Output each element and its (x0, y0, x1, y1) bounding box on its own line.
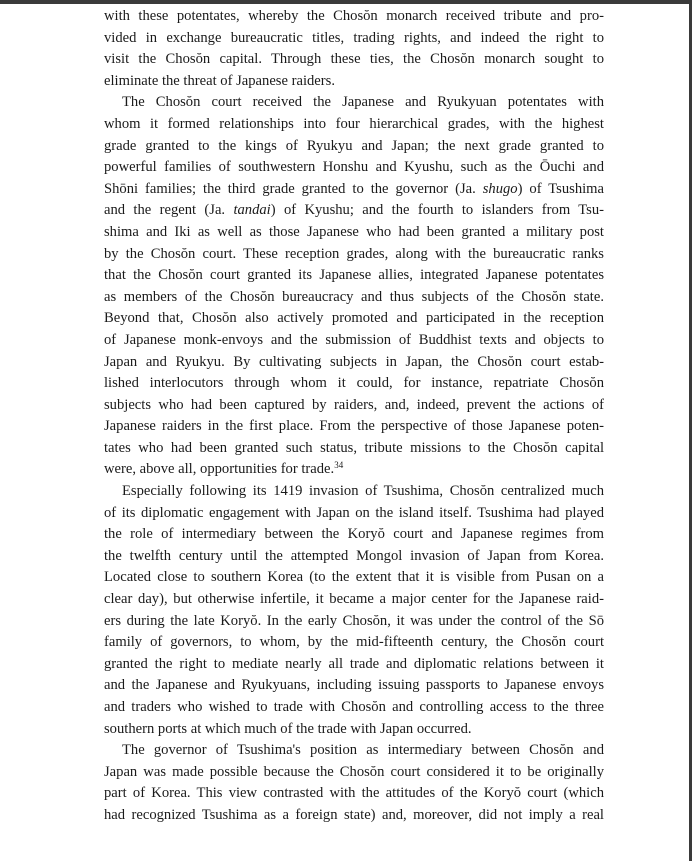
text-line: and the regent (Ja. tandai) of Kyushu; and the fourth to islanders from Tsu- (104, 202, 604, 219)
text-line: southern ports at which much of the trade with Japan occurred. (104, 720, 472, 737)
text-line: clear day), but otherwise infertile, it became a major center for the Japanese raid- (104, 591, 604, 608)
text-line: Japan and Ryukyu. By cultivating subjects in Japan, the Chosŏn court estab- (104, 353, 604, 370)
text-line: part of Korea. This view contrasted with the attitudes of the Koryŏ court (which (104, 785, 604, 802)
text-line: powerful families of southwestern Honshu and Kyushu, such as the Ōuchi and (104, 159, 604, 176)
text-line: that the Chosŏn court granted its Japanese allies, integrated Japanese potentates (104, 267, 604, 284)
text-line: subjects who had been captured by raiders, and, indeed, prevent the actions of (104, 396, 604, 413)
paragraph (104, 481, 604, 740)
text-line: tates who had been granted such status, tribute missions to the Chosŏn capital (104, 439, 604, 456)
text-line: Japan was made possible because the Chosŏn court considered it to be originally (104, 763, 604, 780)
page-body (104, 6, 604, 827)
text-line: Japanese raiders in the first place. From the perspective of those Japanese poten- (104, 418, 604, 435)
text-line: were, above all, opportunities for trade.$^{34}$ (104, 460, 344, 478)
text-line: of its diplomatic engagement with Japan on the island itself. Tsushima had played (104, 504, 604, 521)
text-line: family of governors, to whom, by the mid-fifteenth century, the Chosŏn court (104, 634, 604, 651)
viewer-top-border (0, 0, 692, 4)
text-line: Located close to southern Korea (to the extent that it is visible from Pusan on a (104, 569, 604, 586)
text-line: Shōni families; the third grade granted to the governor (Ja. shugo) of Tsushima (104, 180, 604, 197)
text-line: Beyond that, Chosŏn also actively promoted and participated in the reception (104, 310, 604, 327)
text-line: the twelfth century until the attempted Mongol invasion of Japan from Korea. (104, 547, 604, 564)
text-line: the role of intermediary between the Koryŏ court and Japanese regimes from (104, 526, 604, 543)
text-line: lished interlocutors through whom it could, for instance, repatriate Chosŏn (104, 375, 604, 392)
text-line: shima and Iki as well as those Japanese who had been granted a military post (104, 223, 604, 240)
text-line: by the Chosŏn court. These reception grades, along with the bureaucratic ranks (104, 245, 604, 262)
italic-term: tandai (233, 202, 271, 219)
paragraph (104, 740, 604, 826)
text-line: whom it formed relationships into four hierarchical grades, with the highest (104, 115, 604, 132)
text-line: Especially following its 1419 invasion of Tsushima, Chosŏn centralized much (122, 483, 604, 500)
text-line: had recognized Tsushima as a foreign state) and, moreover, did not imply a real (104, 806, 604, 823)
text-line: with these potentates, whereby the Chosŏn monarch received tribute and pro- (104, 8, 604, 24)
text-line: as members of the Chosŏn bureaucracy and thus subjects of the Chosŏn state. (104, 288, 604, 305)
paragraph (104, 92, 604, 481)
text-line: visit the Chosŏn capital. Through these ties, the Chosŏn monarch sought to (104, 51, 604, 68)
text-line: granted the right to mediate nearly all trade and diplomatic relations between it (104, 655, 604, 672)
text-line: eliminate the threat of Japanese raiders. (104, 72, 335, 89)
text-line: vided in exchange bureaucratic titles, trading rights, and indeed the right to (104, 29, 604, 46)
text-line: and traders who wished to trade with Chosŏn and controlling access to the three (104, 699, 604, 715)
text-line: ers during the late Koryŏ. In the early Chosŏn, it was under the control of the Sō (104, 612, 604, 629)
text-line: and the Japanese and Ryukyuans, including issuing passports to Japanese envoys (104, 677, 604, 694)
italic-term: shugo (482, 180, 518, 197)
text-line: The governor of Tsushima's position as intermediary between Chosŏn and (122, 742, 604, 759)
paragraph (104, 6, 604, 92)
text-line: grade granted to the kings of Ryukyu and Japan; the next grade granted to (104, 137, 604, 154)
text-line: of Japanese monk-envoys and the submission of Buddhist texts and objects to (104, 331, 604, 348)
footnote-marker[interactable]: 34 (334, 460, 344, 471)
text-line: The Chosŏn court received the Japanese and Ryukyuan potentates with (122, 94, 604, 111)
